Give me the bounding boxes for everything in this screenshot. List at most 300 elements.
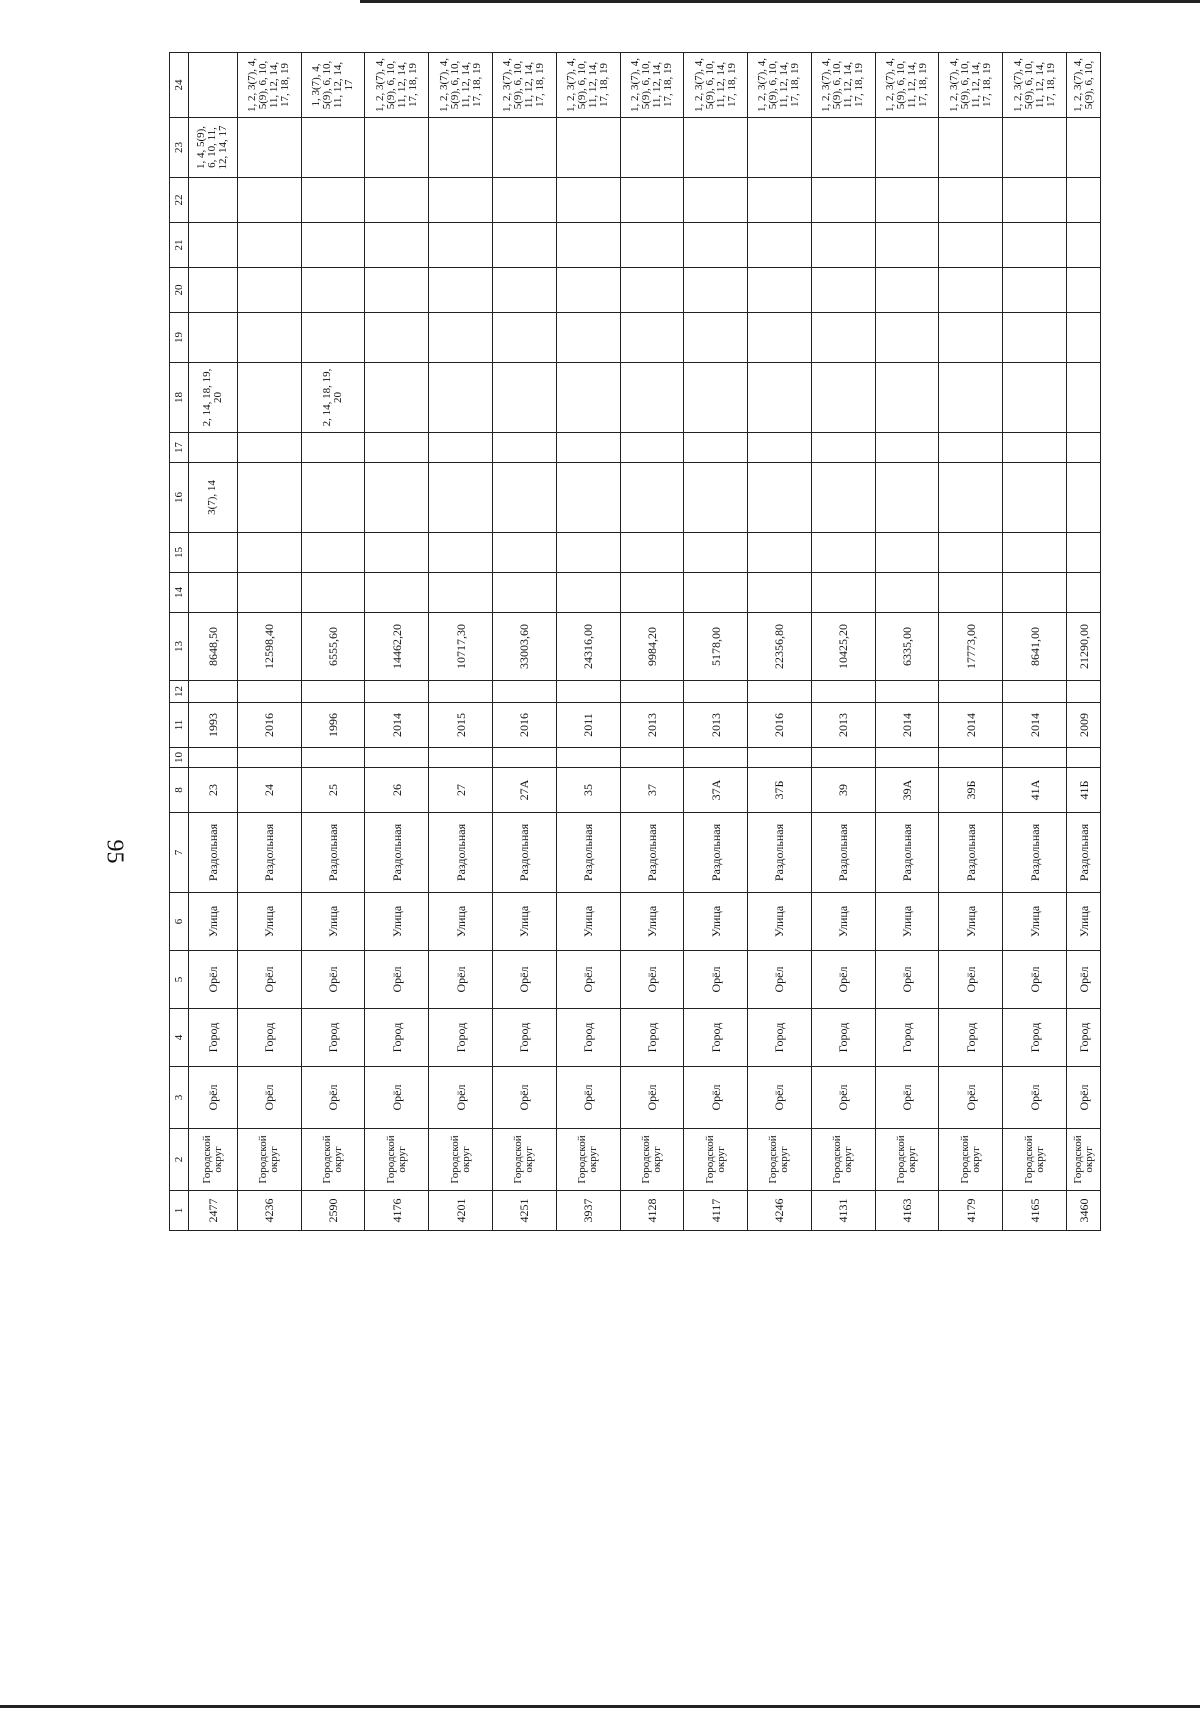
table-cell-c19 (237, 313, 301, 363)
column-header: 2 (170, 1129, 189, 1191)
table-cell-c17 (556, 433, 620, 463)
table-cell-c14 (620, 573, 684, 613)
table-cell-c21 (684, 223, 748, 268)
table-cell-c7: Раздольная (620, 813, 684, 893)
table-cell-c12 (1003, 681, 1067, 703)
table-cell-c14 (1067, 573, 1101, 613)
table-cell-c4: Город (939, 1009, 1003, 1067)
table-cell-c16 (1003, 463, 1067, 533)
table-cell-c2: Городской округ (1003, 1129, 1067, 1191)
table-cell-c2: Городской округ (620, 1129, 684, 1191)
table-cell-c4: Город (620, 1009, 684, 1067)
table-cell-c18 (1003, 363, 1067, 433)
column-header: 24 (170, 53, 189, 118)
table-row (301, 53, 365, 1231)
table-cell-c19 (684, 313, 748, 363)
table-cell-c1: 4128 (620, 1191, 684, 1231)
table-cell-c22 (939, 178, 1003, 223)
table-cell-c14 (429, 573, 493, 613)
table-cell-c6: Улица (189, 893, 238, 951)
table-cell-c6: Улица (620, 893, 684, 951)
table-cell-c20 (301, 268, 365, 313)
table-cell-c4: Город (492, 1009, 556, 1067)
table-cell-c12 (811, 681, 875, 703)
table-cell-c3: Орёл (492, 1067, 556, 1129)
table-cell-c11: 2014 (875, 703, 939, 748)
table-cell-c6: Улица (1003, 893, 1067, 951)
table-cell-c23 (492, 118, 556, 178)
table-cell-c10 (1067, 748, 1101, 768)
table-cell-c2: Городской округ (492, 1129, 556, 1191)
table-cell-c1: 4251 (492, 1191, 556, 1231)
table-cell-c2: Городской округ (556, 1129, 620, 1191)
table-cell-c7: Раздольная (492, 813, 556, 893)
table-cell-c7: Раздольная (189, 813, 238, 893)
table-cell-c8: 41Б (1067, 768, 1101, 813)
table-cell-c15 (492, 533, 556, 573)
table-cell-c12 (189, 681, 238, 703)
table-row (620, 53, 684, 1231)
table-cell-c5: Орёл (301, 951, 365, 1009)
table-cell-c22 (189, 178, 238, 223)
top-rule (360, 0, 1200, 3)
table-cell-c22 (492, 178, 556, 223)
table-cell-c6: Улица (237, 893, 301, 951)
table-cell-c21 (811, 223, 875, 268)
table-cell-c10 (620, 748, 684, 768)
table-cell-c5: Орёл (556, 951, 620, 1009)
table-cell-c10 (429, 748, 493, 768)
column-header: 18 (170, 363, 189, 433)
table-cell-c12 (301, 681, 365, 703)
column-header: 10 (170, 748, 189, 768)
table-cell-c22 (301, 178, 365, 223)
table-cell-c7: Раздольная (237, 813, 301, 893)
table-cell-c10 (492, 748, 556, 768)
table-cell-c18 (811, 363, 875, 433)
table-cell-c19 (1067, 313, 1101, 363)
table-cell-c20 (556, 268, 620, 313)
table-cell-c23: 1, 4, 5(9), 6, 10, 11, 12, 14, 17 (189, 118, 238, 178)
table-cell-c5: Орёл (748, 951, 812, 1009)
table-cell-c1: 4131 (811, 1191, 875, 1231)
table-cell-c14 (748, 573, 812, 613)
table-cell-c1: 4179 (939, 1191, 1003, 1231)
table-cell-c22 (875, 178, 939, 223)
table-row (492, 53, 556, 1231)
table-cell-c23 (1003, 118, 1067, 178)
table-cell-c11: 2015 (429, 703, 493, 748)
table-cell-c14 (301, 573, 365, 613)
table-cell-c4: Город (189, 1009, 238, 1067)
table-cell-c8: 35 (556, 768, 620, 813)
table-cell-c19 (301, 313, 365, 363)
table-cell-c13: 5178,00 (684, 613, 748, 681)
table-cell-c1: 4236 (237, 1191, 301, 1231)
table-cell-c1: 4163 (875, 1191, 939, 1231)
table-cell-c23 (429, 118, 493, 178)
table-cell-c24: 1, 3(7), 4, 5(9), 6, 10, 11, 12, 14, 17 (301, 53, 365, 118)
table-cell-c24 (189, 53, 238, 118)
table-cell-c18 (556, 363, 620, 433)
table-cell-c24: 1, 2, 3(7), 4, 5(9), 6, 10, 11, 12, 14, 17, 18, 19 (811, 53, 875, 118)
table-cell-c3: Орёл (429, 1067, 493, 1129)
table-cell-c5: Орёл (811, 951, 875, 1009)
table-row (1003, 53, 1067, 1231)
table-cell-c15 (811, 533, 875, 573)
table-cell-c15 (684, 533, 748, 573)
table-cell-c12 (875, 681, 939, 703)
table-cell-c3: Орёл (875, 1067, 939, 1129)
table-cell-c15 (237, 533, 301, 573)
table-cell-c6: Улица (748, 893, 812, 951)
table-cell-c16: 3(7), 14 (189, 463, 238, 533)
table-cell-c6: Улица (301, 893, 365, 951)
table-cell-c18: 2, 14, 18, 19, 20 (301, 363, 365, 433)
table-cell-c15 (189, 533, 238, 573)
table-cell-c15 (556, 533, 620, 573)
table-cell-c15 (620, 533, 684, 573)
table-cell-c10 (748, 748, 812, 768)
table-cell-c3: Орёл (556, 1067, 620, 1129)
table-cell-c8: 27 (429, 768, 493, 813)
table-cell-c20 (492, 268, 556, 313)
table-cell-c19 (620, 313, 684, 363)
table-cell-c11: 2013 (811, 703, 875, 748)
table-cell-c5: Орёл (189, 951, 238, 1009)
table-cell-c4: Город (365, 1009, 429, 1067)
table-cell-c15 (301, 533, 365, 573)
table-cell-c17 (811, 433, 875, 463)
table-cell-c16 (684, 463, 748, 533)
table-cell-c12 (684, 681, 748, 703)
bottom-rule (0, 1705, 1200, 1708)
table-cell-c21 (1067, 223, 1101, 268)
table-cell-c23 (684, 118, 748, 178)
table-cell-c21 (620, 223, 684, 268)
table-cell-c5: Орёл (684, 951, 748, 1009)
table-cell-c21 (429, 223, 493, 268)
table-cell-c23 (301, 118, 365, 178)
table-cell-c1: 4246 (748, 1191, 812, 1231)
table-cell-c7: Раздольная (429, 813, 493, 893)
table-cell-c21 (189, 223, 238, 268)
table-cell-c17 (1003, 433, 1067, 463)
column-header: 5 (170, 951, 189, 1009)
table-cell-c21 (492, 223, 556, 268)
table-cell-c19 (189, 313, 238, 363)
table-cell-c11: 2016 (748, 703, 812, 748)
table-cell-c8: 37Б (748, 768, 812, 813)
table-cell-c10 (237, 748, 301, 768)
table-cell-c3: Орёл (301, 1067, 365, 1129)
table-cell-c3: Орёл (1003, 1067, 1067, 1129)
table-cell-c18 (492, 363, 556, 433)
table-cell-c20 (748, 268, 812, 313)
column-header: 14 (170, 573, 189, 613)
table-cell-c10 (556, 748, 620, 768)
table-cell-c1: 2590 (301, 1191, 365, 1231)
table-cell-c6: Улица (1067, 893, 1101, 951)
table-cell-c14 (237, 573, 301, 613)
table-cell-c16 (811, 463, 875, 533)
table-cell-c13: 33003,60 (492, 613, 556, 681)
table-cell-c15 (365, 533, 429, 573)
table-cell-c1: 2477 (189, 1191, 238, 1231)
table-cell-c17 (684, 433, 748, 463)
column-header: 13 (170, 613, 189, 681)
column-header: 21 (170, 223, 189, 268)
table-cell-c6: Улица (684, 893, 748, 951)
table-cell-c7: Раздольная (1003, 813, 1067, 893)
table-cell-c7: Раздольная (811, 813, 875, 893)
table-cell-c23 (875, 118, 939, 178)
table-cell-c7: Раздольная (875, 813, 939, 893)
table-cell-c16 (875, 463, 939, 533)
table-cell-c2: Городской округ (365, 1129, 429, 1191)
table-cell-c2: Городской округ (939, 1129, 1003, 1191)
table-cell-c13: 24316,00 (556, 613, 620, 681)
table-cell-c23 (237, 118, 301, 178)
table-cell-c8: 25 (301, 768, 365, 813)
table-row (365, 53, 429, 1231)
table-cell-c20 (429, 268, 493, 313)
table-cell-c19 (556, 313, 620, 363)
table-cell-c20 (237, 268, 301, 313)
table-cell-c22 (811, 178, 875, 223)
table-cell-c10 (189, 748, 238, 768)
table-cell-c8: 24 (237, 768, 301, 813)
table-cell-c13: 10717,30 (429, 613, 493, 681)
table-cell-c6: Улица (875, 893, 939, 951)
table-cell-c19 (875, 313, 939, 363)
table-cell-c23 (811, 118, 875, 178)
table-cell-c17 (365, 433, 429, 463)
table-cell-c12 (429, 681, 493, 703)
table-cell-c1: 4117 (684, 1191, 748, 1231)
table-cell-c3: Орёл (684, 1067, 748, 1129)
table-cell-c4: Город (237, 1009, 301, 1067)
table-cell-c6: Улица (556, 893, 620, 951)
table-cell-c13: 9984,20 (620, 613, 684, 681)
table-cell-c15 (1067, 533, 1101, 573)
table-cell-c22 (1003, 178, 1067, 223)
table-cell-c21 (556, 223, 620, 268)
column-header: 23 (170, 118, 189, 178)
table-cell-c17 (748, 433, 812, 463)
table-cell-c14 (556, 573, 620, 613)
column-header: 15 (170, 533, 189, 573)
table-cell-c13: 6555,60 (301, 613, 365, 681)
table-cell-c4: Город (748, 1009, 812, 1067)
table-cell-c5: Орёл (875, 951, 939, 1009)
column-header: 3 (170, 1067, 189, 1129)
table-cell-c24: 1, 2, 3(7), 4, 5(9), 6, 10, 11, 12, 14, 17, 18, 19 (748, 53, 812, 118)
table-cell-c24: 1, 2, 3(7), 4, 5(9), 6, 10, 11, 12, 14, 17, 18, 19 (492, 53, 556, 118)
table-cell-c21 (237, 223, 301, 268)
table-cell-c1: 4176 (365, 1191, 429, 1231)
table-cell-c22 (748, 178, 812, 223)
table-cell-c18 (365, 363, 429, 433)
table-cell-c14 (1003, 573, 1067, 613)
header-row (170, 53, 189, 1231)
table-cell-c5: Орёл (620, 951, 684, 1009)
table-cell-c11: 2016 (237, 703, 301, 748)
table-cell-c7: Раздольная (301, 813, 365, 893)
column-header: 20 (170, 268, 189, 313)
table-cell-c12 (939, 681, 1003, 703)
table-cell-c19 (429, 313, 493, 363)
table-cell-c20 (875, 268, 939, 313)
table-cell-c8: 27А (492, 768, 556, 813)
table-cell-c17 (301, 433, 365, 463)
table-cell-c5: Орёл (429, 951, 493, 1009)
table-cell-c20 (365, 268, 429, 313)
table-cell-c5: Орёл (1067, 951, 1101, 1009)
table-cell-c15 (1003, 533, 1067, 573)
table-cell-c20 (1067, 268, 1101, 313)
table-cell-c14 (492, 573, 556, 613)
table-cell-c11: 2014 (1003, 703, 1067, 748)
table-cell-c17 (620, 433, 684, 463)
table-cell-c19 (1003, 313, 1067, 363)
table-cell-c2: Городской округ (1067, 1129, 1101, 1191)
table-cell-c7: Раздольная (1067, 813, 1101, 893)
table-cell-c15 (429, 533, 493, 573)
table-cell-c10 (684, 748, 748, 768)
table-cell-c8: 39А (875, 768, 939, 813)
table-cell-c22 (1067, 178, 1101, 223)
column-header: 4 (170, 1009, 189, 1067)
table-cell-c3: Орёл (1067, 1067, 1101, 1129)
table-row (237, 53, 301, 1231)
table-row (429, 53, 493, 1231)
table-cell-c10 (301, 748, 365, 768)
table-cell-c5: Орёл (492, 951, 556, 1009)
table-cell-c16 (620, 463, 684, 533)
table-cell-c24: 1, 2, 3(7), 4, 5(9), 6, 10, 11, 12, 14, 17, 18, 19 (365, 53, 429, 118)
table-row (875, 53, 939, 1231)
table-cell-c19 (492, 313, 556, 363)
page-number: 95 (101, 839, 128, 864)
table-cell-c7: Раздольная (939, 813, 1003, 893)
table-row (189, 53, 238, 1231)
table-cell-c19 (939, 313, 1003, 363)
table-cell-c18 (684, 363, 748, 433)
table-cell-c3: Орёл (237, 1067, 301, 1129)
table-cell-c13: 6335,00 (875, 613, 939, 681)
table-cell-c17 (237, 433, 301, 463)
table-cell-c17 (875, 433, 939, 463)
table-cell-c2: Городской округ (237, 1129, 301, 1191)
table-cell-c11: 2014 (365, 703, 429, 748)
table-cell-c13: 8648,50 (189, 613, 238, 681)
table-cell-c4: Город (1067, 1009, 1101, 1067)
table-cell-c23 (556, 118, 620, 178)
table-cell-c14 (189, 573, 238, 613)
table-cell-c12 (1067, 681, 1101, 703)
table-cell-c16 (492, 463, 556, 533)
table-cell-c13: 8641,00 (1003, 613, 1067, 681)
table-cell-c7: Раздольная (365, 813, 429, 893)
column-header: 6 (170, 893, 189, 951)
table-cell-c16 (301, 463, 365, 533)
table-cell-c24: 1, 2, 3(7), 4, 5(9), 6, 10, 11, 12, 14, 17, 18, 19 (620, 53, 684, 118)
column-header: 7 (170, 813, 189, 893)
table-cell-c13: 10425,20 (811, 613, 875, 681)
column-header: 12 (170, 681, 189, 703)
table-cell-c20 (939, 268, 1003, 313)
table-cell-c14 (365, 573, 429, 613)
table-cell-c20 (684, 268, 748, 313)
table-cell-c19 (365, 313, 429, 363)
table-cell-c1: 4165 (1003, 1191, 1067, 1231)
table-cell-c10 (1003, 748, 1067, 768)
table-cell-c20 (620, 268, 684, 313)
table-cell-c7: Раздольная (556, 813, 620, 893)
table-cell-c12 (620, 681, 684, 703)
table-cell-c12 (556, 681, 620, 703)
table-cell-c17 (939, 433, 1003, 463)
table-cell-c22 (556, 178, 620, 223)
table-cell-c17 (189, 433, 238, 463)
table-cell-c11: 2013 (684, 703, 748, 748)
table-cell-c13: 21290,00 (1067, 613, 1101, 681)
table-cell-c3: Орёл (939, 1067, 1003, 1129)
table-cell-c15 (939, 533, 1003, 573)
table-cell-c10 (365, 748, 429, 768)
table-cell-c14 (811, 573, 875, 613)
table-cell-c24: 1, 2, 3(7), 4, 5(9), 6, 10, 11, 12, 14, 17, 18, 19 (556, 53, 620, 118)
table-cell-c23 (620, 118, 684, 178)
table-cell-c18 (620, 363, 684, 433)
table-cell-c17 (492, 433, 556, 463)
data-table-container (169, 53, 1101, 1231)
table-cell-c7: Раздольная (684, 813, 748, 893)
table-cell-c15 (748, 533, 812, 573)
table-cell-c11: 2009 (1067, 703, 1101, 748)
table-cell-c2: Городской округ (875, 1129, 939, 1191)
table-row (684, 53, 748, 1231)
table-cell-c19 (748, 313, 812, 363)
table-cell-c4: Город (811, 1009, 875, 1067)
table-cell-c12 (237, 681, 301, 703)
table-cell-c22 (684, 178, 748, 223)
table-body (189, 53, 1101, 1231)
table-cell-c2: Городской округ (748, 1129, 812, 1191)
data-table (169, 52, 1101, 1231)
table-cell-c5: Орёл (365, 951, 429, 1009)
table-cell-c14 (875, 573, 939, 613)
table-cell-c2: Городской округ (429, 1129, 493, 1191)
table-cell-c6: Улица (429, 893, 493, 951)
table-cell-c6: Улица (811, 893, 875, 951)
table-cell-c2: Городской округ (301, 1129, 365, 1191)
table-cell-c18 (429, 363, 493, 433)
table-cell-c11: 2016 (492, 703, 556, 748)
table-cell-c17 (429, 433, 493, 463)
table-cell-c11: 2011 (556, 703, 620, 748)
table-cell-c3: Орёл (748, 1067, 812, 1129)
table-cell-c11: 1993 (189, 703, 238, 748)
table-cell-c22 (620, 178, 684, 223)
column-header: 8 (170, 768, 189, 813)
table-cell-c16 (429, 463, 493, 533)
table-cell-c24: 1, 2, 3(7), 4, 5(9), 6, 10, 11, 12, 14, 17, 18, 19 (939, 53, 1003, 118)
table-cell-c4: Город (1003, 1009, 1067, 1067)
table-cell-c6: Улица (939, 893, 1003, 951)
table-cell-c6: Улица (365, 893, 429, 951)
